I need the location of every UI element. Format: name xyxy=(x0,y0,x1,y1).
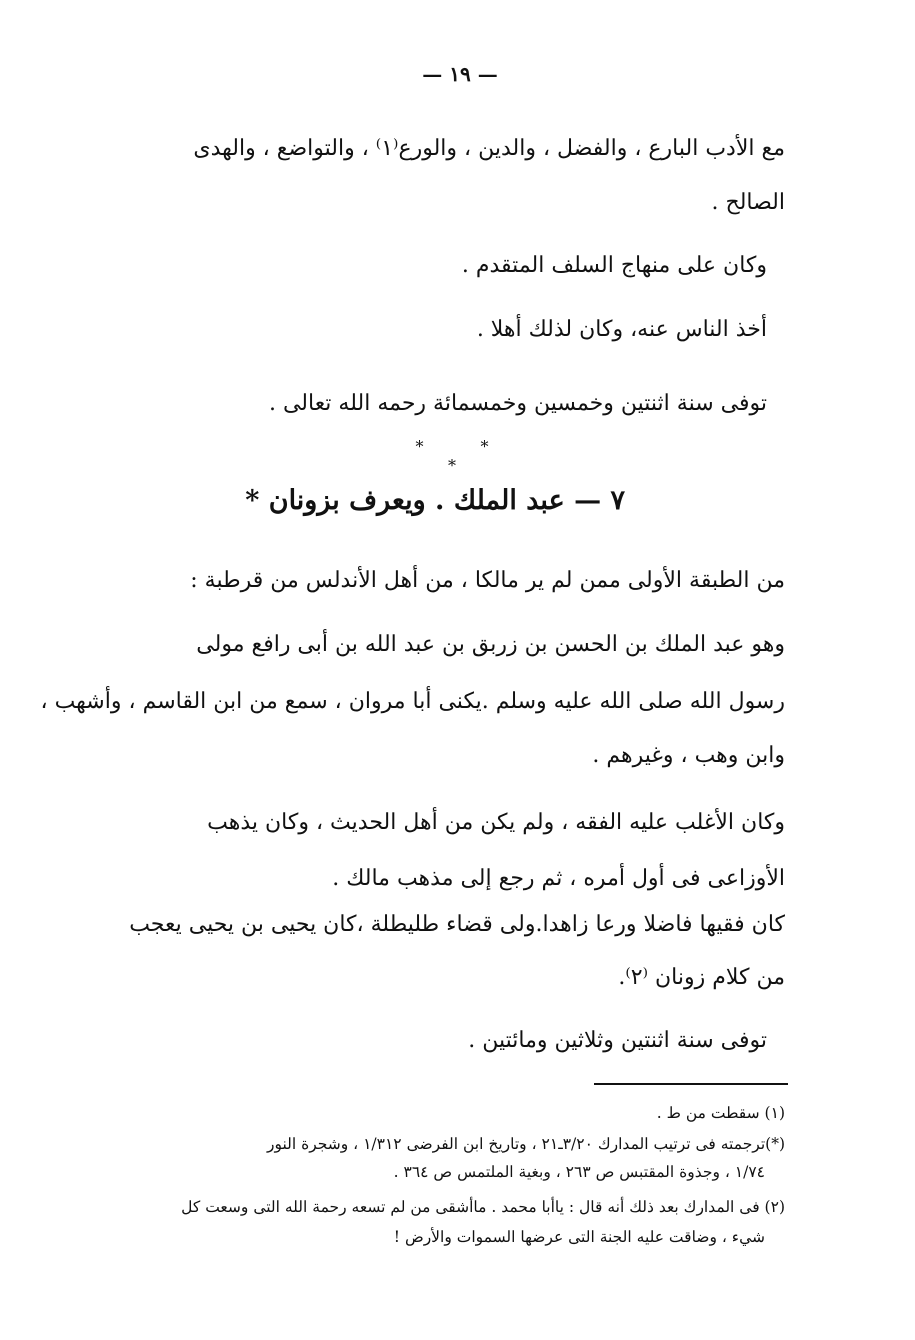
section1-line1: مع الأدب البارع ، والفضل ، والدين ، والورع⁽١⁾ ، والتواضع ، والهدى xyxy=(193,136,785,161)
footnote-star-line1: (*)ترجمته فى ترتيب المدارك ٣/٢٠ـ٢١ ، وتاريخ ابن الفرضى ١/٣١٢ ، وشجرة النور xyxy=(266,1135,785,1153)
section1-line2: الصالح . xyxy=(711,190,785,215)
section1-line5: توفى سنة اثنتين وخمسين وخمسمائة رحمه الله تعالى . xyxy=(268,391,767,416)
section2-line1: من الطبقة الأولى ممن لم ير مالكا ، من أهل الأندلس من قرطبة : xyxy=(190,568,785,593)
section1-line4: أخذ الناس عنه، وكان لذلك أهلا . xyxy=(476,317,767,342)
section2-line9: توفى سنة اثنتين وثلاثين ومائتين . xyxy=(468,1028,767,1053)
section2-line4: وابن وهب ، وغيرهم . xyxy=(592,743,785,768)
section2-line5: وكان الأغلب عليه الفقه ، ولم يكن من أهل الحديث ، وكان يذهب xyxy=(207,810,785,835)
section2-line3: رسول الله صلى الله عليه وسلم .يكنى أبا مروان ، سمع من ابن القاسم ، وأشهب ، xyxy=(40,689,785,714)
footnote-divider xyxy=(594,1083,788,1085)
page-number: — ١٩ — xyxy=(422,62,498,86)
section1-line3: وكان على منهاج السلف المتقدم . xyxy=(461,253,767,278)
section2-line6: الأوزاعى فى أول أمره ، ثم رجع إلى مذهب مالك . xyxy=(332,866,785,891)
entry-heading: ٧ — عبد الملك . ويعرف بزونان * xyxy=(245,485,625,516)
footnote-star-line2: ١/٧٤ ، وجذوة المقتبس ص ٢٦٣ ، وبغية الملتمس ص ٣٦٤ . xyxy=(393,1163,765,1181)
separator-stars: * * * xyxy=(415,437,515,475)
footnote-2-line2: شيء ، وضاقت عليه الجنة التى عرضها السموات والأرض ! xyxy=(393,1228,765,1246)
section2-line7: كان فقيها فاضلا ورعا زاهدا.ولى قضاء طليطلة ،كان يحيى بن يحيى يعجب xyxy=(129,912,785,937)
footnote-2-line1: (٢) فى المدارك بعد ذلك أنه قال : ياأبا محمد . ماأشقى من لم تسعه رحمة الله التى وسعت كل xyxy=(181,1198,785,1216)
section2-line2: وهو عبد الملك بن الحسن بن زربق بن عبد الله بن أبى رافع مولى xyxy=(196,632,785,657)
section2-line8: من كلام زونان ⁽٢⁾. xyxy=(618,965,785,990)
footnote-1: (١) سقطت من ط . xyxy=(656,1104,785,1122)
